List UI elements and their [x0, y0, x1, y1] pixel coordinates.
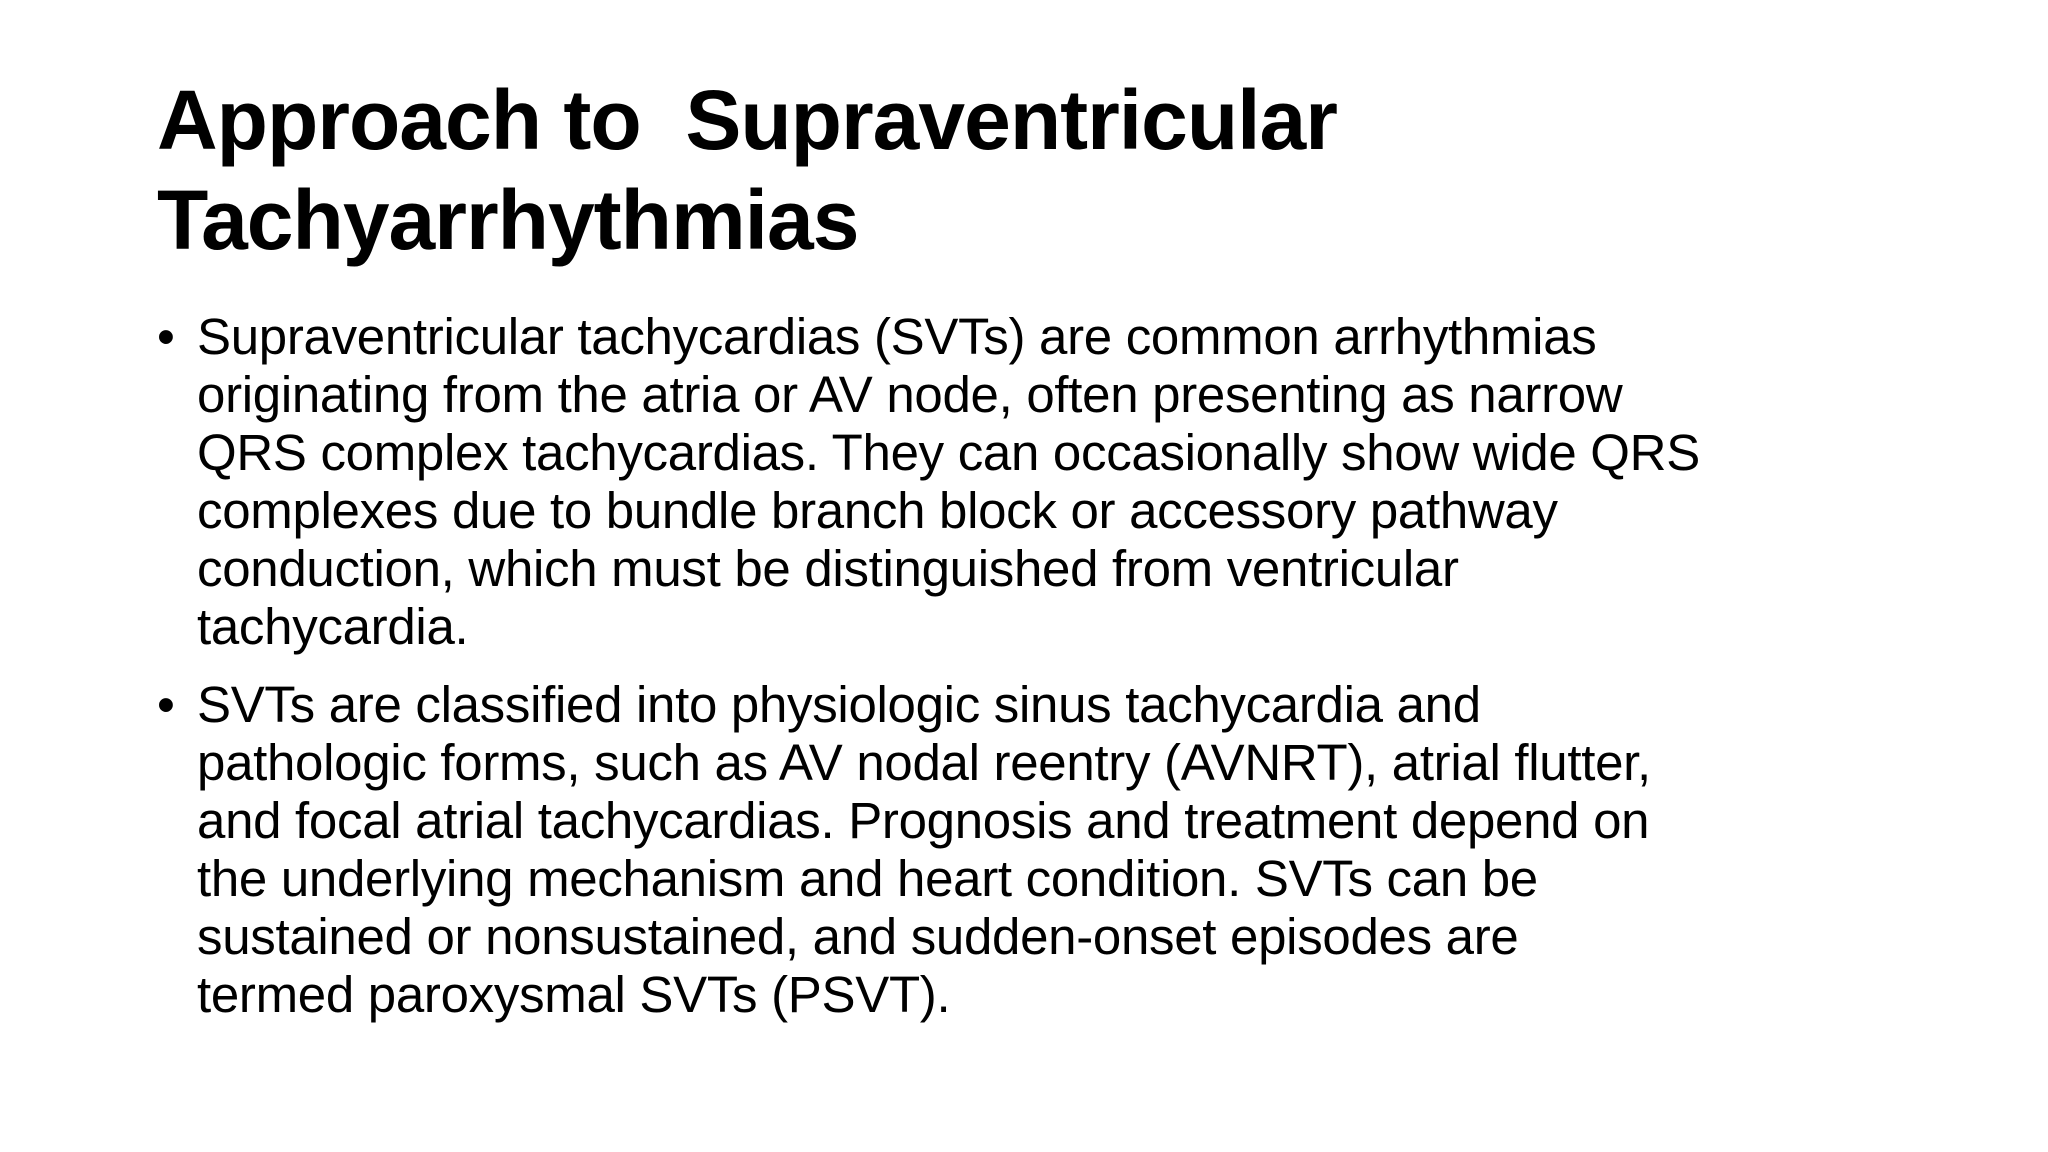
bullet-line: termed paroxysmal SVTs (PSVT). — [197, 966, 951, 1023]
bullet-text — [197, 676, 1917, 1024]
slide-title-line: Tachyarrhythmias — [157, 173, 859, 267]
bullet-text — [197, 308, 1917, 656]
bullet-line: the underlying mechanism and heart condition. SVTs can be — [197, 850, 1538, 907]
bullet-line: Supraventricular tachycardias (SVTs) are common arrhythmias — [197, 308, 1597, 365]
bullet-line: complexes due to bundle branch block or accessory pathway — [197, 482, 1558, 539]
bullet-line: tachycardia. — [197, 598, 469, 655]
bullet-line: conduction, which must be distinguished from ventricular — [197, 540, 1459, 597]
bullet-point-icon: • — [157, 676, 175, 733]
bullet-point-icon: • — [157, 308, 175, 365]
bullet-line: and focal atrial tachycardias. Prognosis and treatment depend on — [197, 792, 1650, 849]
bullet-line: SVTs are classified into physiologic sinus tachycardia and — [197, 676, 1481, 733]
bullet-line: sustained or nonsustained, and sudden-onset episodes are — [197, 908, 1519, 965]
bullet-line: originating from the atria or AV node, often presenting as narrow — [197, 366, 1623, 423]
bullet-line: pathologic forms, such as AV nodal reentry (AVNRT), atrial flutter, — [197, 734, 1651, 791]
bullet-item — [157, 308, 1917, 656]
bullet-item — [157, 676, 1917, 1024]
slide-title — [157, 70, 1857, 270]
bullet-list — [157, 308, 1917, 1044]
bullet-line: QRS complex tachycardias. They can occasionally show wide QRS — [197, 424, 1700, 481]
slide-title-line: Approach to Supraventricular — [157, 73, 1337, 167]
